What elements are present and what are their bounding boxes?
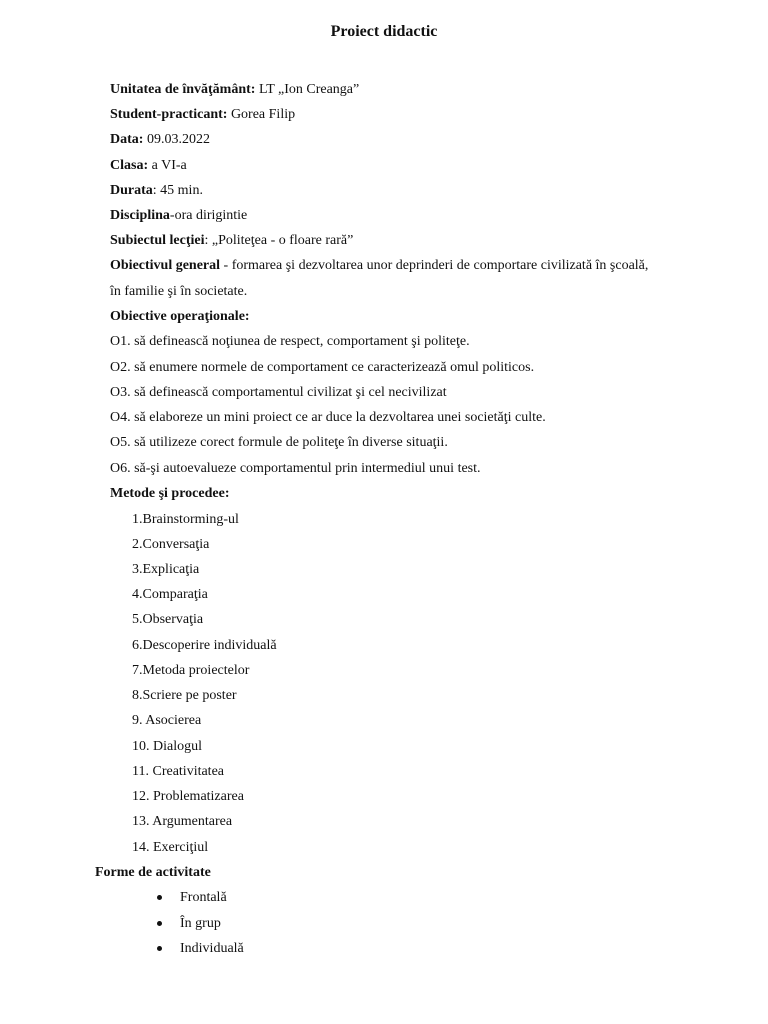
field-school [110,81,359,99]
method-item: 9. Asocierea [132,713,202,728]
field-subject [110,232,353,250]
field-value: LT „Ion Creanga” [255,82,360,97]
form-item: Individuală [180,941,244,956]
field-label: Data: [110,132,144,147]
field-label: Subiectul lecţiei [110,233,205,248]
method-item: 11. Creativitatea [132,764,224,779]
field-value: Gorea Filip [227,107,296,122]
method-item: 13. Argumentarea [132,814,233,829]
field-label: Clasa: [110,158,149,173]
method-item: 14. Exerciţiul [132,840,209,855]
objectives-heading: Obiective operaţionale: [110,309,250,324]
objective-item: O2. să enumere normele de comportament ce caracterizează omul politicos. [110,360,535,375]
document-title: Proiect didactic [330,23,438,40]
bullet-icon [157,921,162,926]
objective-item: O4. să elaboreze un mini proiect ce ar duce la dezvoltarea unei societăţi culte. [110,410,546,425]
field-value: a VI-a [148,158,187,173]
field-label: Student-practicant: [110,107,228,122]
field-value: 09.03.2022 [143,132,210,147]
field-date [110,131,210,149]
field-label: Durata [110,183,153,198]
field-value: - formarea şi dezvoltarea unor deprinderi de comportare civilizată în şcoală, [220,258,649,273]
field-label: Disciplina [110,208,170,223]
objective-item: O6. să-şi autoevalueze comportamentul prin intermediul unui test. [110,461,481,476]
field-discipline [110,207,247,225]
field-duration [110,182,203,200]
field-label: Unitatea de învăţământ: [110,82,256,97]
method-item: 2.Conversaţia [132,537,210,552]
method-item: 7.Metoda proiectelor [132,663,250,678]
method-item: 12. Problematizarea [132,789,244,804]
form-item: Frontală [180,890,227,905]
method-item: 6.Descoperire individuală [132,638,277,653]
field-class [110,157,187,175]
method-item: 3.Explicaţia [132,562,200,577]
field-label: Obiectivul general [110,258,221,273]
field-value: : 45 min. [152,183,203,198]
field-general-objective [110,257,648,275]
field-student [110,106,295,124]
objective-item: O3. să definească comportamentul civilizat şi cel necivilizat [110,385,447,400]
methods-heading: Metode şi procedee: [110,486,230,501]
field-value: -ora dirigintie [169,208,248,223]
bullet-icon [157,895,162,900]
method-item: 10. Dialogul [132,739,202,754]
method-item: 1.Brainstorming-ul [132,512,239,527]
form-item: În grup [180,916,221,931]
field-value: : „Politeţea - o floare rară” [204,233,354,248]
bullet-icon [157,946,162,951]
method-item: 8.Scriere pe poster [132,688,237,703]
general-objective-continuation: în familie şi în societate. [110,284,248,299]
objective-item: O5. să utilizeze corect formule de politeţe în diverse situaţii. [110,435,448,450]
objective-item: O1. să definească noţiunea de respect, comportament şi politeţe. [110,334,470,349]
method-item: 4.Comparaţia [132,587,208,602]
method-item: 5.Observaţia [132,612,204,627]
forms-heading: Forme de activitate [95,865,211,880]
